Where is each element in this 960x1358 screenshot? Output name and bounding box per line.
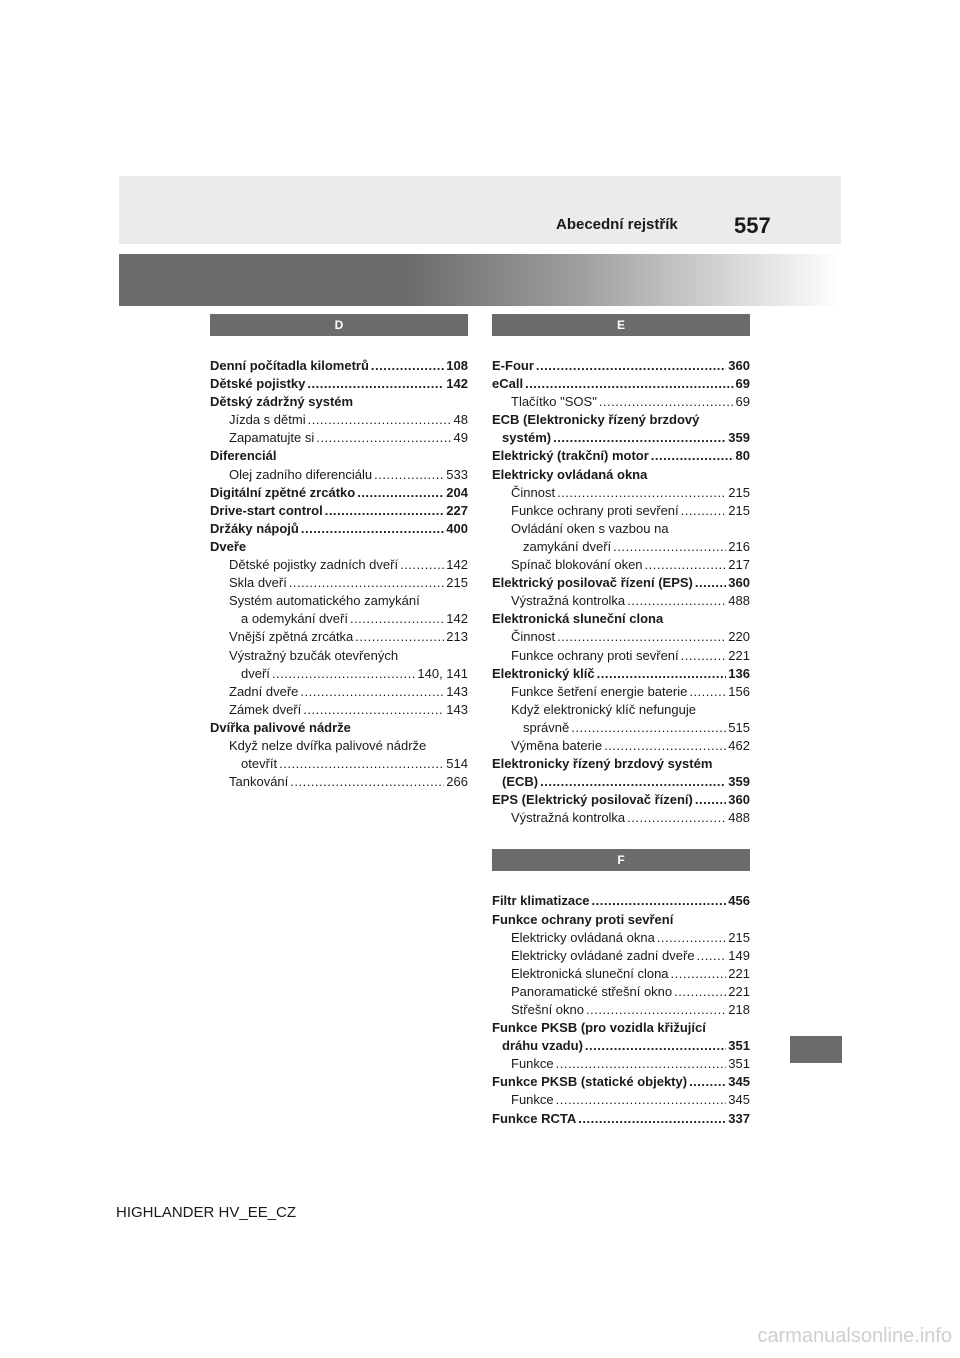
index-column-right [492, 314, 750, 1128]
entry-label: eCall [492, 376, 524, 392]
entry-label: zamykání dveří [523, 538, 612, 554]
index-entry [492, 947, 750, 965]
entry-label: otevřít [241, 756, 278, 772]
entry-page: 108 [446, 358, 468, 373]
index-entry [492, 1110, 750, 1128]
index-entry [492, 393, 750, 411]
entry-page: 360 [728, 792, 750, 808]
entry-page: 266 [446, 774, 468, 790]
entry-page: 215 [728, 484, 750, 500]
index-entry [492, 647, 750, 665]
index-entry [492, 447, 750, 465]
index-entry [210, 357, 468, 375]
dot-leader [303, 701, 444, 719]
dot-leader [290, 773, 444, 791]
index-entry [492, 809, 750, 827]
dot-leader [599, 393, 734, 411]
entry-page: 142 [446, 376, 468, 392]
dot-leader [400, 556, 444, 574]
dot-leader [695, 574, 726, 592]
entry-page: 80 [735, 448, 750, 464]
entry-label: systém) [502, 430, 552, 446]
entry-label: Elektrický posilovač řízení (EPS) [492, 575, 693, 591]
entry-label: Činnost [511, 484, 556, 500]
dot-leader [536, 357, 726, 375]
index-entry [492, 574, 750, 592]
entry-label: Panoramatické střešní okno [511, 983, 673, 999]
entry-label: Elektronicky řízený brzdový systém [492, 756, 713, 772]
index-entry [492, 411, 750, 429]
entry-page: 359 [728, 430, 750, 446]
dot-leader [279, 755, 444, 773]
entry-label: Funkce [511, 1092, 554, 1108]
entry-page: 221 [728, 983, 750, 999]
index-entry [210, 574, 468, 592]
index-entry [210, 628, 468, 646]
entry-page: 218 [728, 1002, 750, 1017]
dot-leader [674, 983, 726, 1001]
entry-label: Elektronická sluneční clona [511, 965, 669, 981]
entry-label: Systém automatického zamykání [229, 593, 420, 609]
dot-leader [585, 1037, 726, 1055]
entry-page: 462 [728, 737, 750, 753]
entry-page: 359 [728, 774, 750, 790]
index-entry [492, 556, 750, 574]
index-entry [492, 375, 750, 393]
entry-label: Funkce [511, 1056, 554, 1072]
entry-page: 215 [728, 502, 750, 518]
index-entry [210, 375, 468, 393]
dot-leader [557, 628, 726, 646]
dot-leader [307, 375, 444, 393]
entry-page: 337 [728, 1110, 750, 1126]
dot-leader [553, 429, 726, 447]
header-box [119, 176, 841, 244]
index-entry [210, 592, 468, 610]
index-entry [492, 1019, 750, 1037]
entry-page: 142 [446, 611, 468, 627]
entry-label: Výměna baterie [511, 737, 603, 753]
index-entry [210, 647, 468, 665]
dot-leader [357, 484, 444, 502]
dot-leader [300, 683, 444, 701]
dot-leader [374, 466, 444, 484]
entry-label: Dětské pojistky [210, 376, 306, 392]
entry-label: Drive-start control [210, 502, 323, 518]
entry-label: Zadní dveře [229, 683, 299, 699]
index-entry [492, 538, 750, 556]
dot-leader [689, 1073, 726, 1091]
dot-leader [697, 947, 727, 965]
entry-page: 488 [728, 810, 750, 826]
entry-label: Když elektronický klíč nefunguje [511, 701, 696, 717]
dot-leader [272, 665, 415, 683]
dot-leader [627, 592, 726, 610]
entry-label: Elektricky ovládaná okna [511, 929, 655, 945]
index-entry [492, 357, 750, 375]
index-entry [492, 466, 750, 484]
entry-page: 49 [453, 430, 468, 446]
entry-page: 156 [728, 683, 750, 699]
index-entry [492, 520, 750, 538]
index-entries-d [210, 357, 468, 791]
entry-page: 515 [728, 719, 750, 735]
dot-leader [681, 502, 727, 520]
entry-page: 360 [728, 358, 750, 373]
dot-leader [289, 574, 444, 592]
index-entry [210, 665, 468, 683]
index-entry [492, 773, 750, 791]
entry-page: 216 [728, 538, 750, 554]
index-entry [492, 1037, 750, 1055]
entry-label: Zámek dveří [229, 701, 302, 717]
index-entry [210, 466, 468, 484]
entry-page: 360 [728, 575, 750, 591]
index-entry [210, 484, 468, 502]
index-column-left [210, 314, 468, 791]
index-entry [210, 538, 468, 556]
index-entry [210, 719, 468, 737]
entry-page: 142 [446, 557, 468, 573]
index-entry [210, 556, 468, 574]
index-entry [492, 502, 750, 520]
index-entry [492, 665, 750, 683]
entry-page: 456 [728, 893, 750, 909]
entry-page: 345 [728, 1092, 750, 1108]
index-entries-f [492, 892, 750, 1127]
entry-page: 400 [446, 520, 468, 536]
entry-label: Funkce PKSB (pro vozidla křižující [492, 1020, 706, 1036]
chapter-tab [790, 1036, 842, 1063]
entry-label: Funkce PKSB (statické objekty) [492, 1074, 688, 1090]
dot-leader [556, 1091, 727, 1109]
dot-leader [556, 1055, 727, 1073]
index-entry [492, 610, 750, 628]
entry-label: Elektronický klíč [492, 665, 595, 681]
index-entries-e [492, 357, 750, 827]
index-entry [210, 520, 468, 538]
index-entry [210, 429, 468, 447]
entry-label: Tlačítko "SOS" [511, 394, 597, 410]
section-title: Abecední rejstřík [556, 216, 678, 233]
entry-page: 220 [728, 629, 750, 645]
entry-page: 149 [728, 947, 750, 963]
entry-page: 221 [728, 647, 750, 663]
entry-label: Střešní okno [511, 1002, 584, 1017]
dot-leader [604, 737, 726, 755]
entry-page: 215 [728, 929, 750, 945]
dot-leader [627, 809, 726, 827]
index-entry [492, 983, 750, 1001]
watermark: carmanualsonline.info [757, 1325, 952, 1347]
entry-label: Dětské pojistky zadních dveří [229, 557, 399, 573]
index-entry [210, 773, 468, 791]
entry-label: Funkce ochrany proti sevření [511, 502, 679, 518]
dot-leader [301, 520, 444, 538]
index-entry [492, 701, 750, 719]
index-entry [492, 755, 750, 773]
dot-leader [325, 502, 445, 520]
entry-label: Elektronická sluneční clona [492, 611, 664, 627]
index-entry [210, 610, 468, 628]
index-entry [492, 429, 750, 447]
entry-label: Dětský zádržný systém [210, 394, 354, 410]
entry-page: 204 [446, 484, 468, 500]
entry-label: EPS (Elektrický posilovač řízení) [492, 792, 693, 808]
index-entry [492, 719, 750, 737]
entry-label: (ECB) [502, 774, 539, 790]
entry-page: 533 [446, 466, 468, 482]
dot-leader [540, 773, 726, 791]
index-entry [492, 911, 750, 929]
index-entry [492, 628, 750, 646]
dot-leader [557, 484, 726, 502]
entry-page: 143 [446, 701, 468, 717]
index-entry [492, 683, 750, 701]
entry-label: dveří [241, 665, 270, 681]
index-entry [210, 683, 468, 701]
index-entry [210, 393, 468, 411]
entry-label: Denní počítadla kilometrů [210, 358, 369, 373]
entry-label: Elektrický (trakční) motor [492, 448, 649, 464]
entry-label: správně [523, 719, 570, 735]
entry-label: Digitální zpětné zrcátko [210, 484, 356, 500]
index-entry [492, 791, 750, 809]
entry-page: 217 [728, 557, 750, 573]
entry-label: Dveře [210, 538, 247, 554]
section-header-f: F [492, 849, 750, 871]
entry-label: Funkce ochrany proti sevření [492, 911, 674, 927]
header-gradient-band [119, 254, 841, 306]
index-entry [492, 1055, 750, 1073]
index-entry [492, 1073, 750, 1091]
dot-leader [592, 892, 727, 910]
dot-leader [645, 556, 727, 574]
entry-label: Elektricky ovládaná okna [492, 466, 648, 482]
entry-label: Funkce šetření energie baterie [511, 683, 688, 699]
dot-leader [681, 647, 727, 665]
dot-leader [371, 357, 444, 375]
entry-label: Dvířka palivové nádrže [210, 719, 351, 735]
dot-leader [586, 1001, 726, 1019]
entry-label: Výstražný bzučák otevřených [229, 647, 399, 663]
index-entry [492, 592, 750, 610]
entry-page: 215 [446, 575, 468, 591]
entry-label: Funkce RCTA [492, 1110, 577, 1126]
entry-page: 69 [735, 376, 750, 392]
dot-leader [695, 791, 726, 809]
index-entry [492, 1091, 750, 1109]
entry-label: E-Four [492, 358, 534, 373]
entry-label: Jízda s dětmi [229, 412, 306, 428]
index-entry [210, 755, 468, 773]
entry-page: 351 [728, 1056, 750, 1072]
entry-label: Spínač blokování oken [511, 557, 643, 573]
entry-page: 143 [446, 683, 468, 699]
entry-label: Držáky nápojů [210, 520, 299, 536]
entry-label: Filtr klimatizace [492, 893, 590, 909]
dot-leader [689, 683, 726, 701]
entry-label: Skla dveří [229, 575, 287, 591]
section-header-e: E [492, 314, 750, 336]
entry-label: Tankování [229, 774, 289, 790]
entry-page: 140, 141 [417, 665, 468, 681]
entry-label: Vnější zpětná zrcátka [229, 629, 354, 645]
dot-leader [671, 965, 727, 983]
dot-leader [316, 429, 451, 447]
dot-leader [613, 538, 726, 556]
index-entry [210, 737, 468, 755]
dot-leader [571, 719, 726, 737]
index-entry [492, 737, 750, 755]
entry-label: Olej zadního diferenciálu [229, 466, 373, 482]
entry-label: Funkce ochrany proti sevření [511, 647, 679, 663]
page-number: 557 [734, 213, 771, 238]
index-entry [492, 929, 750, 947]
entry-label: Zapamatujte si [229, 430, 315, 446]
section-header-d: D [210, 314, 468, 336]
dot-leader [308, 411, 452, 429]
index-entry [210, 701, 468, 719]
entry-page: 213 [446, 629, 468, 645]
entry-page: 488 [728, 593, 750, 609]
index-entry [210, 447, 468, 465]
entry-page: 351 [728, 1038, 750, 1054]
entry-label: Ovládání oken s vazbou na [511, 520, 669, 536]
dot-leader [597, 665, 727, 683]
entry-page: 69 [735, 394, 750, 410]
index-entry [492, 892, 750, 910]
dot-leader [525, 375, 733, 393]
entry-label: Činnost [511, 629, 556, 645]
dot-leader [657, 929, 726, 947]
entry-page: 48 [453, 412, 468, 428]
entry-label: Elektricky ovládané zadní dveře [511, 947, 695, 963]
entry-label: Výstražná kontrolka [511, 593, 626, 609]
entry-label: Diferenciál [210, 448, 277, 464]
dot-leader [651, 447, 734, 465]
entry-page: 227 [446, 502, 468, 518]
entry-label: Výstražná kontrolka [511, 810, 626, 826]
entry-label: a odemykání dveří [241, 611, 348, 627]
index-entry [492, 484, 750, 502]
entry-label: dráhu vzadu) [502, 1038, 583, 1054]
entry-page: 221 [728, 965, 750, 981]
entry-page: 136 [728, 665, 750, 681]
entry-page: 514 [446, 756, 468, 772]
dot-leader [578, 1110, 726, 1128]
dot-leader [355, 628, 444, 646]
index-entry [492, 1001, 750, 1019]
index-entry [492, 965, 750, 983]
entry-label: Když nelze dvířka palivové nádrže [229, 737, 427, 753]
index-entry [210, 502, 468, 520]
index-entry [210, 411, 468, 429]
entry-label: ECB (Elektronicky řízený brzdový [492, 412, 700, 428]
dot-leader [350, 610, 444, 628]
model-footer: HIGHLANDER HV_EE_CZ [116, 1204, 297, 1221]
entry-page: 345 [728, 1074, 750, 1090]
